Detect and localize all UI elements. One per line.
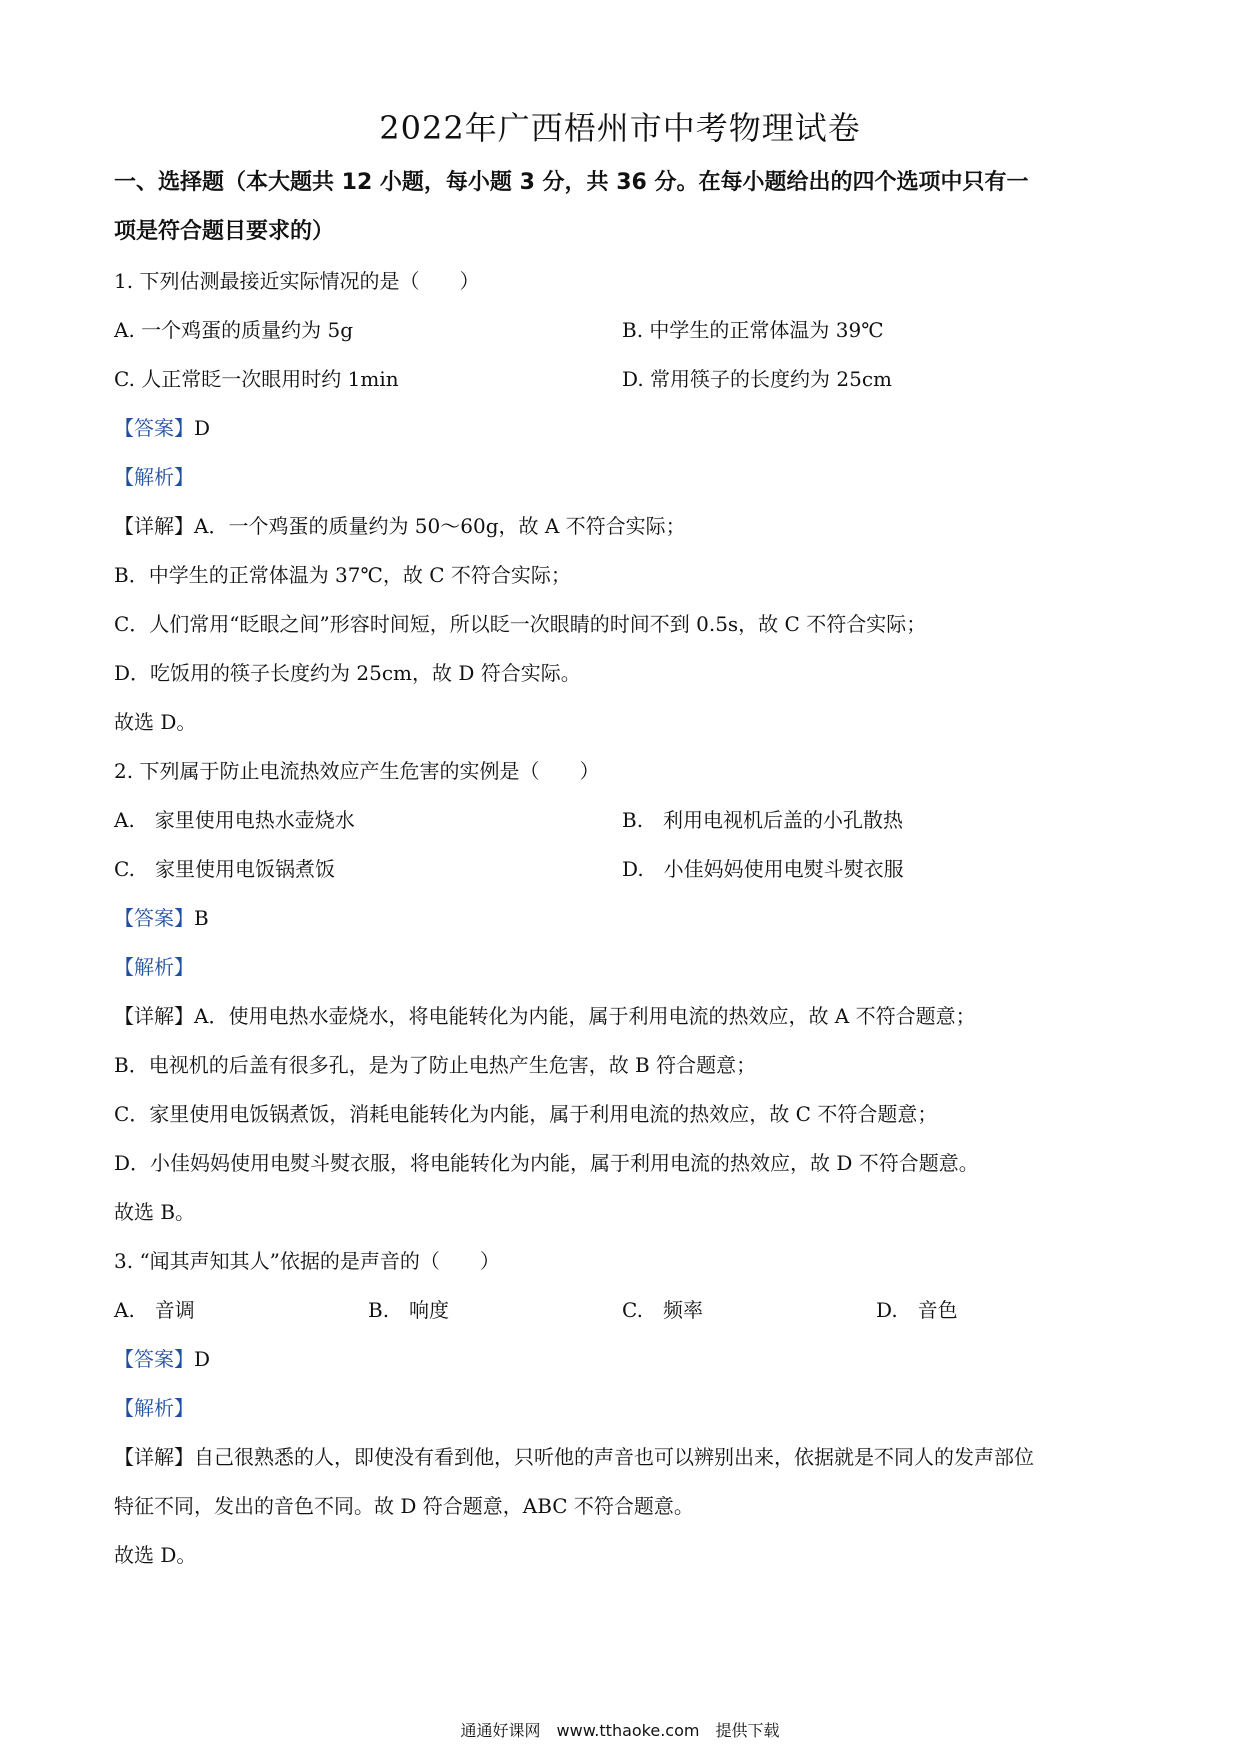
q2-option-d: D. 小佳妈妈使用电熨斗熨衣服 xyxy=(622,857,904,881)
q1-detail-line-3: C．人们常用“眨眼之间”形容时间短，所以眨一次眼睛的时间不到 0.5s，故 C 不符合实际； xyxy=(114,612,927,636)
detail-tag: 【详解】 xyxy=(114,514,194,538)
q3-option-d: D. 音色 xyxy=(876,1298,958,1322)
q3-detail-line-1 xyxy=(114,1442,1034,1472)
section-heading-line2: 项是符合题目要求的） xyxy=(114,219,335,244)
q2-stem: 2. 下列属于防止电流热效应产生危害的实例是（ ） xyxy=(114,759,600,783)
q2-detail-line-2: B．电视机的后盖有很多孔，是为了防止电热产生危害，故 B 符合题意； xyxy=(114,1053,757,1077)
q1-stem: 1. 下列估测最接近实际情况的是（ ） xyxy=(114,269,480,293)
q1-conclusion: 故选 D。 xyxy=(114,710,197,734)
q1-detail-line-2: B．中学生的正常体温为 37℃，故 C 不符合实际； xyxy=(114,563,571,587)
q3-option-b: B. 响度 xyxy=(368,1298,450,1322)
answer-value: B xyxy=(194,906,209,930)
q1-option-a: A. 一个鸡蛋的质量约为 5g xyxy=(114,318,354,342)
q1-detail-line-4: D．吃饭用的筷子长度约为 25cm，故 D 符合实际。 xyxy=(114,661,581,685)
q2-detail-line-3: C．家里使用电饭锅煮饭，消耗电能转化为内能，属于利用电流的热效应，故 C 不符合题意； xyxy=(114,1102,938,1126)
answer-value: D xyxy=(194,1347,211,1371)
answer-value: D xyxy=(194,416,211,440)
q2-detail-line-4: D．小佳妈妈使用电熨斗熨衣服，将电能转化为内能，属于利用电流的热效应，故 D 不符合题意。 xyxy=(114,1151,979,1175)
q2-option-c: C. 家里使用电饭锅煮饭 xyxy=(114,857,335,881)
detail-tag: 【详解】 xyxy=(114,1445,194,1469)
q3-detail-line-2: 特征不同，发出的音色不同。故 D 符合题意，ABC 不符合题意。 xyxy=(114,1494,694,1518)
q3-option-a: A. 音调 xyxy=(114,1298,195,1322)
detail-tag: 【详解】 xyxy=(114,1004,194,1028)
q2-analysis-tag: 【解析】 xyxy=(114,955,194,979)
q1-option-b: B. 中学生的正常体温为 39℃ xyxy=(622,318,884,342)
q3-conclusion: 故选 D。 xyxy=(114,1543,197,1567)
page-title: 2022年广西梧州市中考物理试卷 xyxy=(379,109,861,147)
q3-answer xyxy=(114,1344,210,1374)
answer-tag: 【答案】 xyxy=(114,416,194,440)
q3-stem: 3. “闻其声知其人”依据的是声音的（ ） xyxy=(114,1249,500,1273)
q3-option-c: C. 频率 xyxy=(622,1298,703,1322)
q1-detail-line-1 xyxy=(114,511,686,541)
answer-tag: 【答案】 xyxy=(114,1347,194,1371)
q2-option-b: B. 利用电视机后盖的小孔散热 xyxy=(622,808,904,832)
q2-conclusion: 故选 B。 xyxy=(114,1200,196,1224)
section-heading-line1: 一、选择题（本大题共 12 小题，每小题 3 分，共 36 分。在每小题给出的四个选项中只有一 xyxy=(114,170,1029,195)
q2-option-a: A. 家里使用电热水壶烧水 xyxy=(114,808,355,832)
q2-detail-line-1 xyxy=(114,1001,976,1031)
page-footer: 通通好课网 www.tthaoke.com 提供下载 xyxy=(460,1721,780,1740)
q1-option-d: D. 常用筷子的长度约为 25cm xyxy=(622,367,893,391)
detail-text: A．一个鸡蛋的质量约为 50～60g，故 A 不符合实际； xyxy=(194,514,686,538)
detail-text: 自己很熟悉的人，即使没有看到他，只听他的声音也可以辨别出来，依据就是不同人的发声部位 xyxy=(194,1445,1034,1469)
detail-text: A．使用电热水壶烧水，将电能转化为内能，属于利用电流的热效应，故 A 不符合题意； xyxy=(194,1004,976,1028)
answer-tag: 【答案】 xyxy=(114,906,194,930)
q3-analysis-tag: 【解析】 xyxy=(114,1396,194,1420)
q1-answer xyxy=(114,413,210,443)
q1-option-c: C. 人正常眨一次眼用时约 1min xyxy=(114,367,399,391)
q1-analysis-tag: 【解析】 xyxy=(114,465,194,489)
q2-answer xyxy=(114,903,209,933)
